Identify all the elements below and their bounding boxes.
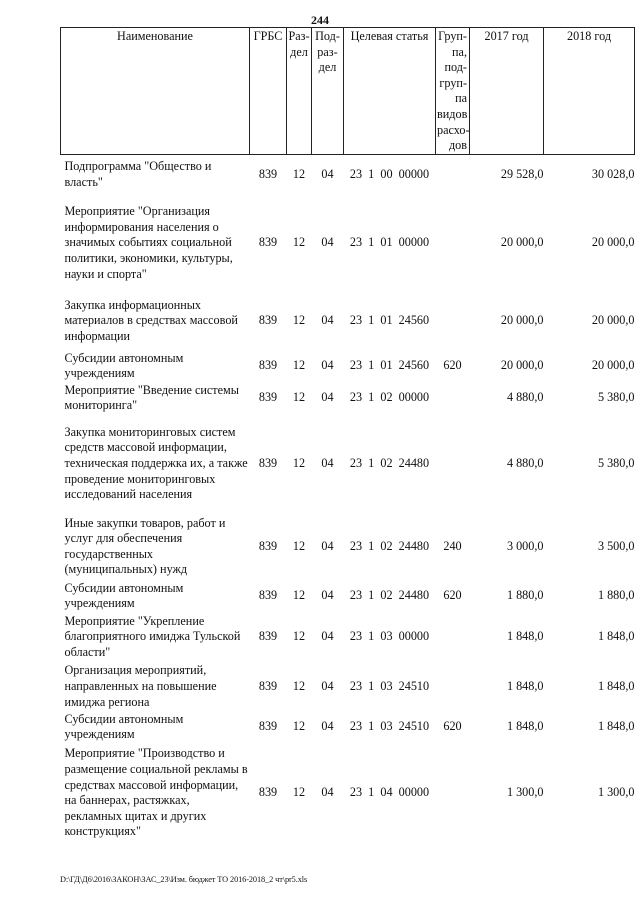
cell-target: 23 1 01 00000 [349,235,430,250]
cell-section: 12 [292,390,306,405]
table-row [61,513,635,580]
cell-grbs: 839 [258,785,278,800]
table-row [61,292,635,350]
cell-amount-2017: 3 000,0 [506,538,544,553]
cell-expense-type [436,292,470,350]
cell-amount-2018: 5 380,0 [597,390,635,405]
table-header-row [61,28,635,155]
cell-name: Закупка мониторинговых систем средств массовой информации, техническая поддержка их, а также проведение мониторинговых исследований населения [64,424,248,502]
cell-target: 23 1 02 24480 [349,455,430,470]
cell-amount-2017: 20 000,0 [500,313,544,328]
cell-amount-2017: 1 848,0 [506,678,544,693]
cell-expense-type [436,194,470,292]
table-row [61,154,635,194]
cell-grbs: 839 [258,235,278,250]
cell-section: 12 [292,588,306,603]
cell-amount-2018: 20 000,0 [591,313,635,328]
cell-name: Подпрограмма "Общество и власть" [64,158,212,189]
cell-name: Мероприятие "Введение системы мониторинга" [64,382,239,413]
cell-name: Субсидии автономным учреждениям [64,580,184,611]
table-row [61,414,635,513]
cell-amount-2018: 20 000,0 [591,358,635,373]
cell-section: 12 [292,678,306,693]
cell-grbs: 839 [258,629,278,644]
header-year-2017: 2017 год [470,28,544,155]
cell-target: 23 1 02 24480 [349,538,430,553]
cell-target: 23 1 02 24480 [349,588,430,603]
cell-amount-2018: 1 880,0 [597,588,635,603]
cell-expense-type [436,612,470,662]
cell-name: Мероприятие "Производство и размещение социальной рекламы в средствах массовой информации, на баннерах, растяжках, рекламных щитах и других конструкциях" [64,746,248,839]
cell-section: 12 [292,719,306,734]
cell-amount-2018: 1 848,0 [597,629,635,644]
cell-amount-2018: 5 380,0 [597,455,635,470]
cell-subsection: 04 [321,455,334,470]
cell-amount-2018: 20 000,0 [591,235,635,250]
cell-amount-2017: 4 880,0 [506,390,544,405]
cell-expense-type [436,382,470,414]
header-grbs: ГРБС [250,28,287,155]
table-row [61,743,635,843]
cell-name: Мероприятие "Организация информирования населения о значимых событиях социальной политики, экономики, культуры, науки и спорта" [64,204,233,281]
header-year-2018: 2018 год [544,28,635,155]
cell-subsection: 04 [321,588,334,603]
table-row [61,194,635,292]
header-subsection: Под-раз-дел [312,28,344,155]
cell-grbs: 839 [258,678,278,693]
cell-section: 12 [292,166,306,181]
cell-expense-type [436,743,470,843]
table-row [61,580,635,612]
cell-target: 23 1 03 24510 [349,719,430,734]
cell-subsection: 04 [321,629,334,644]
cell-grbs: 839 [258,588,278,603]
cell-expense-type [436,414,470,513]
cell-amount-2018: 1 848,0 [597,719,635,734]
cell-subsection: 04 [321,719,334,734]
cell-expense-type: 240 [443,538,462,553]
cell-expense-type [436,662,470,711]
cell-grbs: 839 [258,455,278,470]
cell-subsection: 04 [321,390,334,405]
cell-subsection: 04 [321,235,334,250]
cell-grbs: 839 [258,313,278,328]
cell-amount-2017: 4 880,0 [506,455,544,470]
header-name: Наименование [61,28,250,155]
cell-target: 23 1 03 24510 [349,678,430,693]
cell-expense-type: 620 [443,588,462,603]
footer-file-path: D:\ГД\Д6\2016\ЗАКОН\ЗАС_23\Изм. бюджет ТО 2016-2018_2 чт\pr5.xls [60,875,308,884]
cell-target: 23 1 01 24560 [349,358,430,373]
cell-subsection: 04 [321,358,334,373]
cell-grbs: 839 [258,538,278,553]
cell-section: 12 [292,538,306,553]
cell-section: 12 [292,235,306,250]
cell-expense-type: 620 [443,358,462,373]
header-target: Целевая статья [344,28,436,155]
cell-name: Закупка информационных материалов в средствах массовой информации [64,297,238,344]
cell-grbs: 839 [258,719,278,734]
budget-table [60,27,635,843]
cell-section: 12 [292,358,306,373]
cell-amount-2017: 1 880,0 [506,588,544,603]
cell-amount-2018: 30 028,0 [591,166,635,181]
cell-amount-2018: 1 300,0 [597,785,635,800]
cell-amount-2018: 1 848,0 [597,678,635,693]
cell-target: 23 1 03 00000 [349,629,430,644]
cell-subsection: 04 [321,166,334,181]
cell-subsection: 04 [321,678,334,693]
cell-amount-2017: 29 528,0 [500,166,544,181]
cell-amount-2017: 1 848,0 [506,719,544,734]
cell-target: 23 1 04 00000 [349,785,430,800]
cell-section: 12 [292,629,306,644]
cell-grbs: 839 [258,390,278,405]
cell-subsection: 04 [321,313,334,328]
table-row [61,662,635,711]
cell-name: Субсидии автономным учреждениям [64,350,184,381]
cell-amount-2017: 1 300,0 [506,785,544,800]
cell-name: Субсидии автономным учреждениям [64,711,184,742]
page-number: 244 [311,13,329,27]
cell-amount-2018: 3 500,0 [597,538,635,553]
cell-target: 23 1 02 00000 [349,390,430,405]
table-row [61,350,635,382]
header-section: Раз-дел [287,28,312,155]
cell-section: 12 [292,455,306,470]
cell-subsection: 04 [321,785,334,800]
cell-grbs: 839 [258,166,278,181]
cell-section: 12 [292,785,306,800]
cell-expense-type [436,154,470,194]
table-row [61,612,635,662]
table-row [61,382,635,414]
cell-expense-type: 620 [443,719,462,734]
cell-grbs: 839 [258,358,278,373]
cell-target: 23 1 00 00000 [349,166,430,181]
cell-target: 23 1 01 24560 [349,313,430,328]
cell-amount-2017: 20 000,0 [500,235,544,250]
cell-amount-2017: 1 848,0 [506,629,544,644]
cell-amount-2017: 20 000,0 [500,358,544,373]
table-row [61,711,635,743]
cell-name: Мероприятие "Укрепление благоприятного имиджа Тульской области" [64,613,241,660]
cell-subsection: 04 [321,538,334,553]
header-expense-type: Груп-па, под-груп-па видов расхо-дов [436,28,470,155]
cell-name: Организация мероприятий, направленных на повышение имиджа региона [64,663,217,709]
cell-name: Иные закупки товаров, работ и услуг для обеспечения государственных (муниципальных) нужд [64,515,226,577]
cell-section: 12 [292,313,306,328]
